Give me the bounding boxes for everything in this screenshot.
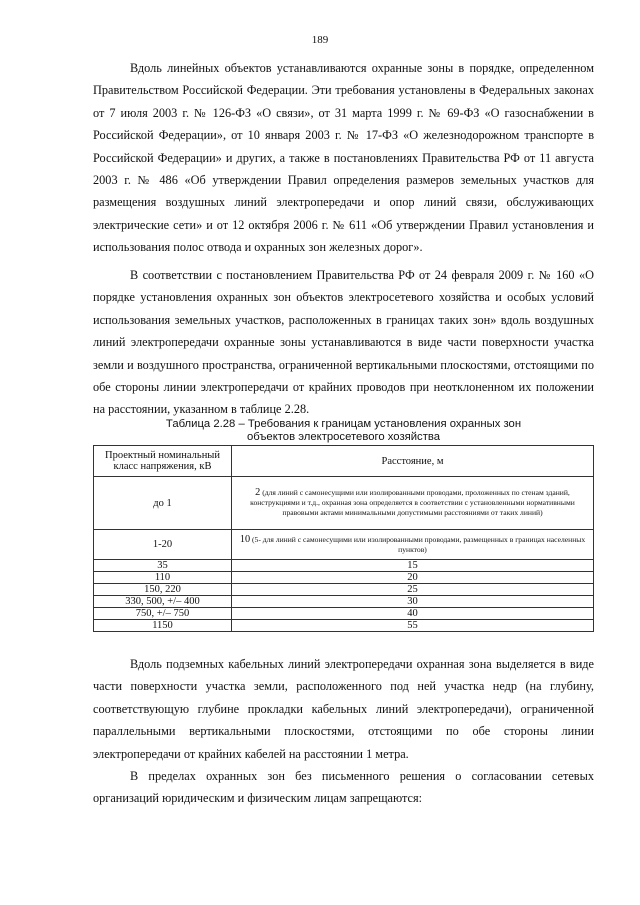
table-row [94, 608, 594, 620]
cell-distance: 20 [232, 572, 594, 584]
cell-distance: 55 [232, 620, 594, 632]
body-text-bottom [93, 653, 594, 810]
table-row [94, 560, 594, 572]
table-row [94, 530, 594, 560]
cell-distance: 15 [232, 560, 594, 572]
cell-distance [232, 530, 594, 560]
cell-distance: 25 [232, 584, 594, 596]
table-row [94, 477, 594, 530]
distance-value: 2 [255, 487, 261, 498]
header-distance: Расстояние, м [232, 446, 594, 477]
table-row [94, 572, 594, 584]
table-header-row [94, 446, 594, 477]
body-text-top-2 [93, 264, 594, 421]
table-caption-line1: Таблица 2.28 – Требования к границам установления охранных зон [165, 418, 522, 430]
page-number: 189 [311, 34, 329, 46]
table-caption-line2: объектов электросетевого хозяйства [246, 430, 441, 443]
paragraph: В пределах охранных зон без письменного решения о согласовании сетевых организаций юридическим и физическим лицам запрещаются: [93, 769, 594, 806]
cell-distance: 40 [232, 608, 594, 620]
distance-note: (для линий с самонесущими или изолированными проводами, проложенных по стенам зданий, конструкциями и т.д., охранная зона определяется в соответствии с установленными нормативными правовыми актами минимальными допустимыми расстояниями от таких линий) [250, 488, 575, 517]
table-row [94, 620, 594, 632]
cell-voltage: до 1 [94, 477, 232, 530]
distance-note: (5- для линий с самонесущими или изолированными проводами, размещенных в границах населенных пунктов) [252, 534, 586, 554]
table-caption [93, 418, 594, 443]
distance-value: 10 [239, 533, 251, 545]
paragraph: Вдоль линейных объектов устанавливаются охранные зоны в порядке, определенном Правительством Российской Федерации. Эти требования установлены в Федеральных законах от 7 июля 2003 г. № 126-ФЗ «О связи», от 31 марта 1999 г. № 69-ФЗ «О газоснабжении в Российской Федерации», от 10 января 2003 г. № 17-ФЗ «О железнодорожном транспорте в Российской Федерации» и других, а также в постановлениях Правительства РФ от 11 августа 2003 г. № 486 «Об утверждении Правил определения размеров земельных участков для размещения воздушных линий электропередачи и опор линий связи, обслуживающих электрические сети» и от 12 октября 2006 г. № 611 «Об утверждении Правил установления и использования полос отвода и охранных зон железных дорог». [93, 61, 594, 255]
body-text-top [93, 57, 594, 259]
cell-voltage: 1-20 [94, 530, 232, 560]
cell-distance: 30 [232, 596, 594, 608]
cell-voltage: 110 [94, 572, 232, 584]
cell-voltage: 150, 220 [94, 584, 232, 596]
table-row [94, 584, 594, 596]
paragraph: В соответствии с постановлением Правительства РФ от 24 февраля 2009 г. № 160 «О порядке установления охранных зон объектов электросетевого хозяйства и особых условий использования земельных участков, расположенных в границах таких зон» вдоль воздушных линий электропередачи охранные зоны устанавливаются в виде части поверхности участка земли и воздушного пространства, ограниченной вертикальными плоскостями, отстоящими по обе стороны линии электропередачи от крайних проводов при неотклоненном их положении на расстоянии, указанном в таблице 2.28. [93, 268, 594, 417]
header-voltage: Проектный номинальный класс напряжения, кВ [94, 446, 232, 477]
requirements-table [93, 445, 594, 632]
cell-voltage: 35 [94, 560, 232, 572]
table-row [94, 596, 594, 608]
cell-voltage: 750, +/– 750 [94, 608, 232, 620]
paragraph: Вдоль подземных кабельных линий электропередачи охранная зона выделяется в виде части поверхности участка земли, расположенного под ней участка недр (на глубину, соответствующую глубине прокладки кабельных линий электропередачи), ограниченной параллельными вертикальными плоскостями, отстоящими по обе стороны линии электропередачи от крайних кабелей на расстоянии 1 метра. [93, 657, 594, 761]
cell-distance [232, 477, 594, 530]
cell-voltage: 1150 [94, 620, 232, 632]
cell-voltage: 330, 500, +/– 400 [94, 596, 232, 608]
